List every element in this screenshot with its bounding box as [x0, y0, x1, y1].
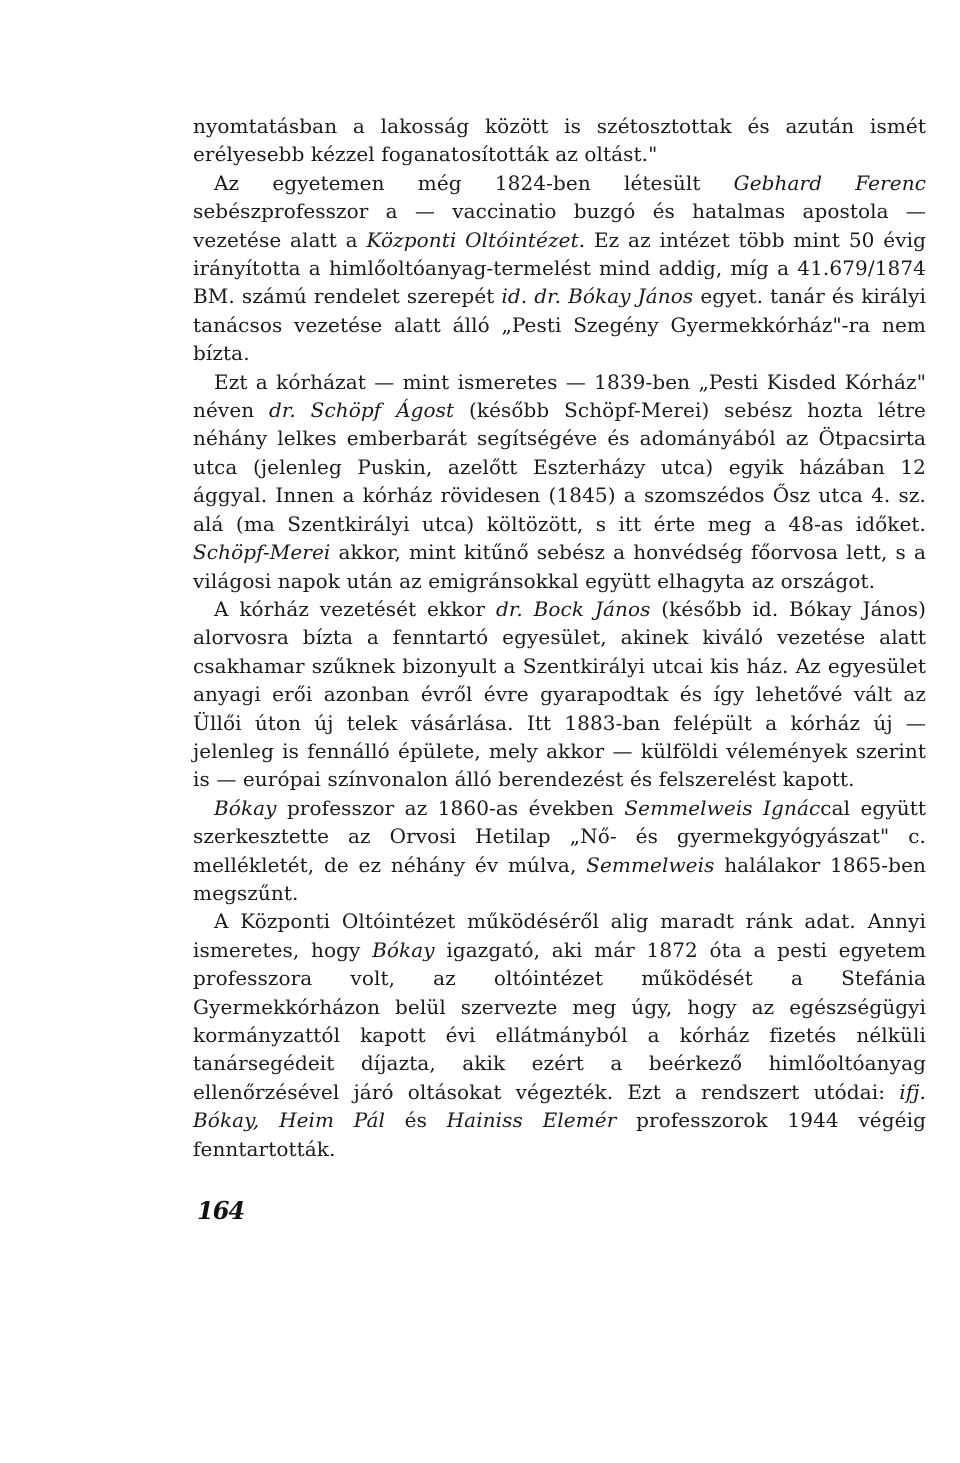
text-run: Az egyetemen még 1824-ben létesült	[214, 170, 734, 195]
italic-text-run: dr. Bock János	[495, 596, 651, 621]
text-run: és	[384, 1108, 447, 1133]
text-run: professzor az 1860-as években	[276, 795, 625, 820]
text-run: akkor, mint kitűnő sebész a honvédség főorvosa lett, s a világosi napok után az emigránsokkal együtt elhagyta az országot.	[193, 540, 926, 593]
italic-text-run: Gebhard Ferenc	[733, 170, 926, 195]
italic-text-run: dr. Schöpf Ágost	[269, 398, 455, 423]
text-run: A kórház vezetését ekkor	[214, 596, 496, 621]
text-run: igazgató, aki már 1872 óta a pesti egyetem professzora volt, az oltóintézet működését a Stefánia Gyermekkórházon belül szervezte meg úgy, hogy az egészségügyi kormányzattól kapott évi ellátmányból a kórház fizetés nélküli tanársegédeit díjazta, akik ezért a beérkező himlőoltóanyag ellenőrzésével járó oltásokat végezték. Ezt a rendszert utódai:	[193, 937, 926, 1104]
paragraph	[193, 112, 926, 169]
text-run: Ez az intézet több mint 50 évig irányította a himlőoltóanyag-termelést mind addig, míg a 41.679/1874 BM. számú rendelet szerepét	[193, 227, 927, 309]
italic-text-run: Semmelweis Ignác	[624, 795, 821, 820]
text-run: professzorok 1944 végéig fenntartották.	[193, 1108, 926, 1161]
text-run: (később id. Bókay János) alorvosra bízta a fenntartó egyesület, akinek kiváló vezetése alatt csakhamar szűknek bizonyult a Szentkirályi utcai kis ház. Az egyesület anyagi erői azonban évről évre gyarapodtak és így lehetővé vált az Üllői úton új telek vásárlása. Itt 1883-ban felépült a kórház új — jelenleg is fennálló épülete, mely akkor — külföldi vélemények szerint is — európai színvonalon álló berendezést és felszerelést kapott.	[193, 596, 926, 792]
paragraph	[193, 169, 926, 368]
italic-text-run: ifj. Bókay, Heim Pál	[193, 1079, 926, 1133]
italic-text-run: Schöpf-Merei	[193, 540, 331, 565]
paragraph	[193, 907, 926, 1163]
paragraph	[193, 595, 926, 794]
text-run: halálakor 1865-ben megszűnt.	[193, 852, 926, 905]
text-run: egyet. tanár és királyi tanácsos vezetése alatt álló „Pesti Szegény Gyermekkórház"-ra nem bízta.	[193, 284, 927, 366]
paragraph	[193, 794, 926, 908]
italic-text-run: Bókay	[214, 795, 277, 820]
page-body	[193, 112, 926, 1163]
italic-text-run: Semmelweis	[586, 852, 715, 877]
text-run: cal együtt szerkesztette az Orvosi Hetilap „Nő- és gyermekgyógyászat" c. mellékletét, de ez néhány év múlva,	[193, 795, 926, 877]
italic-text-run: id. dr. Bókay János	[501, 284, 694, 309]
italic-text-run: Bókay	[372, 937, 435, 962]
text-run: (később Schöpf-Merei) sebész hozta létre néhány lelkes emberbarát segítségéve és adományából az Ötpacsirta utca (jelenleg Puskin, azelőtt Eszterházy utca) egyik házában 12 ággyal. Innen a kórház rövidesen (1845) a szomszédos Ősz utca 4. sz. alá (ma Szentkirályi utca) költözött, s itt érte meg a 48-as időket.	[193, 398, 926, 536]
text-run: sebészprofesszor a — vaccinatio buzgó és hatalmas apostola — vezetése alatt a	[193, 199, 926, 252]
italic-text-run: Hainiss Elemér	[446, 1108, 617, 1133]
italic-text-run: Központi Oltóintézet.	[366, 227, 586, 252]
text-run: A Központi Oltóintézet működéséről alig maradt ránk adat. Annyi ismeretes, hogy	[193, 909, 926, 962]
page-number: 164	[197, 1196, 245, 1225]
paragraph	[193, 368, 926, 595]
text-run: Ezt a kórházat — mint ismeretes — 1839-ben „Pesti Kisded Kórház" néven	[193, 369, 926, 423]
text-run: nyomtatásban a lakosság között is szétosztottak és azután ismét erélyesebb kézzel foganatosították az oltást."	[193, 114, 926, 167]
